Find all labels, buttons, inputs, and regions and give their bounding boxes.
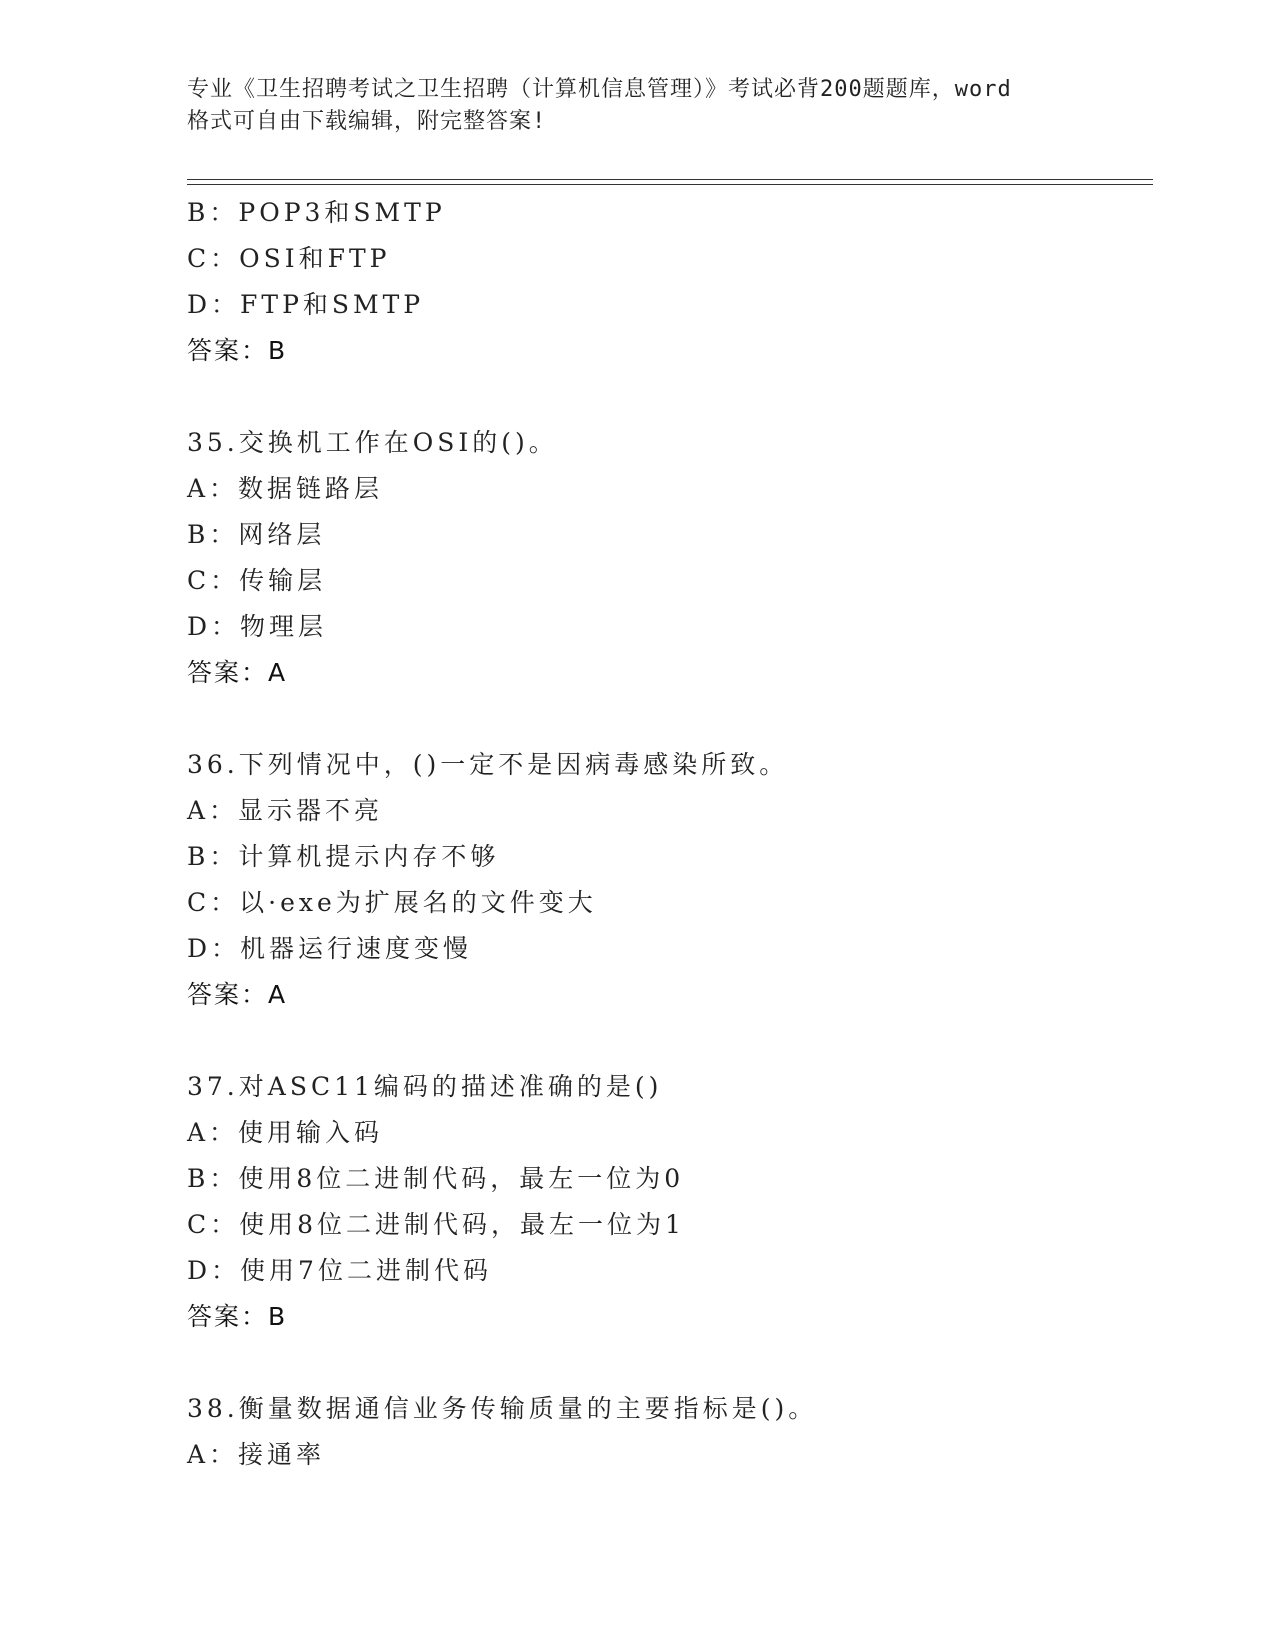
option-a: A：显示器不亮 xyxy=(187,796,384,825)
question-text: 37.对ASC11编码的描述准确的是() xyxy=(187,1072,663,1101)
question-text: 38.衡量数据通信业务传输质量的主要指标是()。 xyxy=(187,1394,818,1423)
option-a: A：数据链路层 xyxy=(187,474,384,503)
answer-line: 答案：B xyxy=(187,336,288,365)
question-block-35 xyxy=(187,420,1147,696)
option-d: D：FTP和SMTP xyxy=(187,290,425,319)
answer-line: 答案：A xyxy=(187,980,288,1009)
header-divider-top xyxy=(187,179,1153,180)
question-block-36 xyxy=(187,742,1147,1018)
option-b: B：使用8位二进制代码，最左一位为0 xyxy=(187,1164,685,1193)
question-block-37 xyxy=(187,1064,1147,1340)
spacer xyxy=(187,696,1147,742)
header-divider-bottom xyxy=(187,184,1153,185)
option-d: D：物理层 xyxy=(187,612,328,641)
spacer xyxy=(187,374,1147,420)
option-a: A：接通率 xyxy=(187,1440,326,1469)
option-b: B：POP3和SMTP xyxy=(187,198,446,227)
option-c: C：使用8位二进制代码，最左一位为1 xyxy=(187,1210,685,1239)
spacer xyxy=(187,1340,1147,1386)
option-b: B：计算机提示内存不够 xyxy=(187,842,500,871)
spacer xyxy=(187,1018,1147,1064)
option-c: C：传输层 xyxy=(187,566,327,595)
answer-line: 答案：B xyxy=(187,1302,288,1331)
question-text: 35.交换机工作在OSI的()。 xyxy=(187,428,558,457)
header-title-line-2: 格式可自由下载编辑，附完整答案! xyxy=(187,109,547,134)
question-list xyxy=(187,190,1147,1478)
document-header xyxy=(187,74,1087,138)
option-c: C：OSI和FTP xyxy=(187,244,391,273)
question-text: 36.下列情况中，()一定不是因病毒感染所致。 xyxy=(187,750,789,779)
option-d: D：机器运行速度变慢 xyxy=(187,934,473,963)
option-b: B：网络层 xyxy=(187,520,326,549)
option-a: A：使用输入码 xyxy=(187,1118,384,1147)
header-title-line-1: 专业《卫生招聘考试之卫生招聘（计算机信息管理）》考试必背200题题库，word xyxy=(187,77,1012,102)
answer-line: 答案：A xyxy=(187,658,288,687)
option-c: C：以·exe为扩展名的文件变大 xyxy=(187,888,597,917)
option-d: D：使用7位二进制代码 xyxy=(187,1256,492,1285)
question-block-38 xyxy=(187,1386,1147,1478)
question-block-34 xyxy=(187,190,1147,374)
